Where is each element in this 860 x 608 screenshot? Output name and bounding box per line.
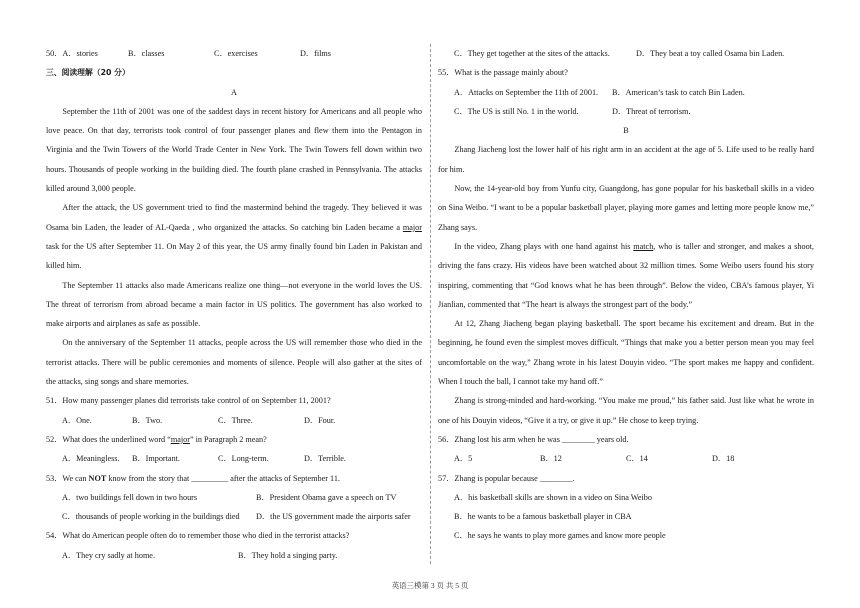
q57-option-a: A．his basketball skills are shown in a video on Sina Weibo xyxy=(454,492,652,502)
right-column xyxy=(438,44,814,546)
underlined-word-match: match xyxy=(633,241,654,251)
q52-option-c: C．Long-term. xyxy=(218,454,269,464)
q53-option-d: D．the US government made the airports safer xyxy=(256,512,411,522)
q53-option-c: C．thousands of people working in the buildings died xyxy=(62,512,240,522)
question-57-stem: 57．Zhang is popular because ________. xyxy=(438,473,575,483)
question-51-stem: 51．How many passenger planes did terrorists take control of on September 11, 2001? xyxy=(46,396,331,406)
q57-option-c: C．he says he wants to play more games and know more people xyxy=(454,531,666,541)
passage-a-paragraph-1: September the 11th of 2001 was one of the saddest days in recent history for Americans and all people who love peace. On that day, terrorists took control of four passenger planes and flew them into the Pentagon in Virginia and the Twin Towers of the World Trade Center in New York. The Twin Towers fell down within two hours. Thousands of people working in the building died. The fourth plane crashed in Pennsylvania. The attacks killed around 3,000 people. xyxy=(46,106,422,194)
q53-option-b: B．President Obama gave a speech on TV xyxy=(256,492,397,502)
question-53-stem: 53．We can NOT know from the story that _________ after the attacks of September 11. xyxy=(46,473,340,483)
q55-option-d: D．Threat of terrorism. xyxy=(612,106,691,116)
passage-b-paragraph-5: Zhang is strong-minded and hard-working. “You make me proud,” his father said. Just like what he wrote in one of his Douyin videos, “Give it a try, or give it up.” He chose to keep trying. xyxy=(438,396,814,425)
passage-b-paragraph-1: Zhang Jiacheng lost the lower half of his right arm in an accident at the age of 5. Life used to be really hard for him. xyxy=(438,145,814,174)
q55-option-c: C．The US is still No. 1 in the world. xyxy=(454,106,579,116)
q57-option-b: B．he wants to be a famous basketball player in CBA xyxy=(454,512,632,522)
q52-option-b: B．Important. xyxy=(132,454,180,464)
question-54-stem: 54．What do American people often do to remember those who died in the terrorist attacks? xyxy=(46,531,350,541)
q52-option-a: A．Meaningless. xyxy=(62,454,120,464)
question-54-options-cd xyxy=(438,44,814,63)
question-50-options xyxy=(46,44,422,63)
q54-option-b: B．They hold a singing party. xyxy=(238,550,338,560)
q51-option-d: D．Four. xyxy=(304,415,336,425)
q51-option-c: C．Three. xyxy=(218,415,253,425)
question-52-options xyxy=(46,449,422,468)
q50-option-d: D．films xyxy=(300,49,331,58)
passage-a-paragraph-3: The September 11 attacks also made Americans realize one thing—not everyone in the world loves the US. The threat of terrorism from abroad became a main factor in US politics. The government has also worked to make airports and airplanes as safe as possible. xyxy=(46,280,422,329)
q56-option-a: A．5 xyxy=(454,454,473,464)
question-53-options-cd xyxy=(46,507,422,526)
q50-option-a: 50．A．stories xyxy=(46,49,98,58)
left-column xyxy=(46,44,422,565)
passage-a-label: A xyxy=(231,87,237,97)
question-54-options-ab xyxy=(46,546,422,565)
q50-option-b: B．classes xyxy=(128,49,165,58)
passage-b-paragraph-2: Now, the 14-year-old boy from Yunfu city, Guangdong, has gone popular for his basketball skills in a video on Sina Weibo. “I want to be a popular basketball player, playing more games and letting more people know me,” Zhang says. xyxy=(438,184,814,232)
passage-b-paragraph-4: At 12, Zhang Jiacheng began playing basketball. The sport became his excitement and dream. But in the beginning, he found even the simplest moves difficult. “Things that make you a better person mean you may feel uncomfortable on the way,” Zhang wrote in his latest Douyin video. “The sport makes me happy and confident. When I touch the ball, I cannot take my hand off.” xyxy=(438,319,814,387)
q56-option-c: C．14 xyxy=(626,454,648,464)
q51-option-b: B．Two. xyxy=(132,415,163,425)
q54-option-a: A．They cry sadly at home. xyxy=(62,550,155,560)
section-heading: 三、阅读理解（20 分） xyxy=(46,68,130,78)
q53-option-a: A．two buildings fell down in two hours xyxy=(62,492,198,502)
q54-option-c: C．They get together at the sites of the attacks. xyxy=(454,49,610,58)
passage-a-paragraph-4: On the anniversary of the September 11 attacks, people across the US will remember those who died in the terrorist attacks. There will be public ceremonies and moments of silence. People will also gather at the sites of the attacks, sing songs and share memories. xyxy=(46,338,422,387)
q50-option-c: C．exercises xyxy=(214,49,258,58)
q56-option-b: B．12 xyxy=(540,454,562,464)
passage-a-paragraph-2: After the attack, the US government tried to find the mastermind behind the tragedy. They believed it was Osama bin Laden, the leader of AL-Qaeda , who organized the attacks. So catching bin Laden became a major task for the US after September 11. On May 2 of this year, the US army finally found bin Laden in Pakistan and killed him. xyxy=(46,203,422,271)
column-divider xyxy=(430,44,431,564)
question-51-options xyxy=(46,411,422,430)
question-56-options xyxy=(438,449,814,468)
question-52-stem: 52．What does the underlined word “major” in Paragraph 2 mean? xyxy=(46,434,267,444)
question-53-options-ab xyxy=(46,488,422,507)
page-footer: 英语三模第 3 页 共 5 页 xyxy=(391,581,469,590)
question-55-options-cd xyxy=(438,102,814,121)
q55-option-b: B．American’s task to catch Bin Laden. xyxy=(612,87,745,97)
passage-b-label: B xyxy=(623,126,629,136)
question-55-stem: 55．What is the passage mainly about? xyxy=(438,68,568,78)
q54-option-d: D．They beat a toy called Osama bin Laden. xyxy=(636,49,785,58)
q55-option-a: A．Attacks on September the 11th of 2001. xyxy=(454,87,599,97)
question-55-options-ab xyxy=(438,83,814,102)
q56-option-d: D．18 xyxy=(712,454,735,464)
q52-option-d: D．Terrible. xyxy=(304,454,346,464)
q51-option-a: A．One. xyxy=(62,415,92,425)
underlined-word-major: major xyxy=(402,222,422,232)
passage-b-paragraph-3: In the video, Zhang plays with one hand against his match, who is taller and stronger, and makes a shoot, driving the fans crazy. His videos have been watched about 32 million times. Some Weibo users found his story inspiring, commenting that “God knows what he has been through”. Below the video, CBA’s famous player, Yi Jianlian, commented that “The heart is always the strongest part of the body.” xyxy=(438,241,814,309)
question-56-stem: 56．Zhang lost his arm when he was ________ years old. xyxy=(438,434,629,444)
